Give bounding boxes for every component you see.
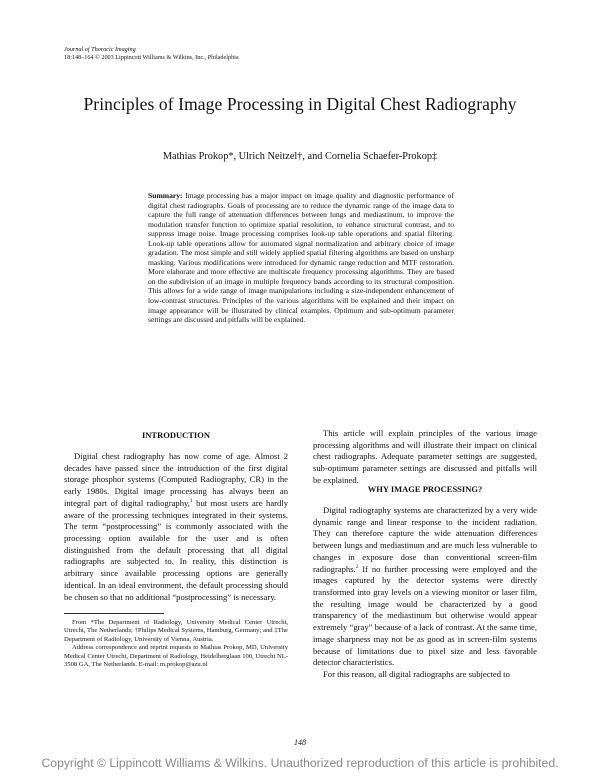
intro-text-b: but most users are hardly aware of the processing techniques integrated in their systems. The term “postprocessing” is commonly associated with the processing option available for the user and is often distinguished from the default processing that all digital radiographs are subjected to. In reality, this distinction is arbitrary since available processing options are generally identical. In an ideal environment, the default processing should be chosen so that no additional “postprocessing” is necessary. [64, 497, 288, 602]
footnote-affiliations: From *The Department of Radiology, University Medical Center Utrecht, Utrecht, The Netherlands; †Philips Medical Systems, Hamburg, Germany; and ‡The Department of Radiology, University of Vienna, Austria. [64, 619, 288, 643]
journal-citation: 18:148–164 © 2003 Lippincott Williams & Wilkins, Inc., Philadelphia [64, 54, 239, 61]
article-title: Principles of Image Processing in Digital Chest Radiography [83, 94, 517, 114]
why-paragraph-1 [313, 505, 537, 669]
why-image-processing-heading: WHY IMAGE PROCESSING? [367, 484, 483, 494]
abstract [148, 191, 454, 325]
footnote-correspondence: Address correspondence and reprint requests to Mathias Prokop, MD, University Medical Center Utrecht, Department of Radiology, Heidelberglaan 100, Utrecht NL-3508 GA, The Netherlands. E-mail: m.prokop@azu.nl [64, 644, 288, 669]
footnotes [64, 619, 288, 669]
reference-1[interactable]: 1 [189, 498, 193, 505]
why-body [313, 505, 537, 681]
abstract-text: Image processing has a major impact on image quality and diagnostic performance of digital chest radiographs. Goals of processing are to reduce the dynamic range of the image data to capture the full range of attenuation differences between lungs and mediastinum, to improve the modulation transfer function to optimize spatial resolution, to enhance structural contrast, and to suppress image noise. Image processing comprises look-up table operations and spatial filtering. Look-up table operations allow for automated signal normalization and arbitrary choice of image gradation. The most simple and still widely applied spatial filtering algorithms are based on unsharp masking. Various modifications were introduced for dynamic range reduction and MTF restoration. More elaborate and more effective are multiscale frequency processing algorithms. They are based on the subdivision of an image in multiple frequency bands according to its structural composition. This allows for a wide range of image manipulations including a size-independent enhancement of low-contrast structures. Principles of the various algorithms will be explained and their impact on image appearance will be illustrated by clinical examples. Optimum and sub-optimum parameter settings are discussed and pitfalls will be explained. [148, 191, 454, 325]
abstract-label: Summary: [148, 191, 183, 200]
introduction-heading: INTRODUCTION [141, 430, 210, 440]
intro-text-a: Digital chest radiography has now come of age. Almost 2 decades have passed since the introduction of the first digital storage phosphor systems (Computed Radiography, CR) in the early 1980s. Digital image processing has always been an integral part of digital radiography, [64, 451, 288, 508]
why-text-a: Digital radiography systems are characterized by a very wide dynamic range and linear response to the incident radiation. They can therefore capture the wide attenuation differences between lungs and mediastinum and are much less vulnerable to changes in exposure dose than conventional screen-film radiographs. [313, 505, 537, 574]
footnote-rule [64, 613, 164, 614]
copyright-notice: Copyright © Lippincott Williams & Wilkins. Unauthorized reproduction of this article is prohibited. [41, 756, 559, 770]
page-number: 148 [294, 738, 306, 747]
why-text-b: If no further processing were employed and the images captured by the detector systems were directly transformed into gray levels on a viewing monitor or laser film, the resulting image would be characterized by a good transparency of the mediastinum but otherwise would appear extremely “gray” because of a lack of contrast. At the same time, image sharpness may not be as good as in screen-film systems because of limitations due to pixel size and less favorable detector characteristics. [313, 563, 537, 668]
right-intro-paragraph: This article will explain principles of the various image processing algorithms and will illustrate their impact on clinical chest radiographs. Adequate parameter settings are suggested, sub-optimum parameter settings are discussed and pitfalls will be explained. [313, 428, 537, 485]
introduction-body [64, 451, 288, 603]
why-paragraph-2: For this reason, all digital radiographs are subjected to [323, 669, 510, 680]
author-list: Mathias Prokop*, Ulrich Neitzel†, and Cornelia Schaefer-Prokop‡ [162, 151, 438, 162]
reference-2[interactable]: 2 [355, 563, 359, 570]
right-intro-body [313, 428, 537, 487]
journal-name: Journal of Thoracic Imaging [64, 46, 136, 53]
introduction-paragraph [64, 451, 288, 603]
journal-header [64, 46, 239, 62]
